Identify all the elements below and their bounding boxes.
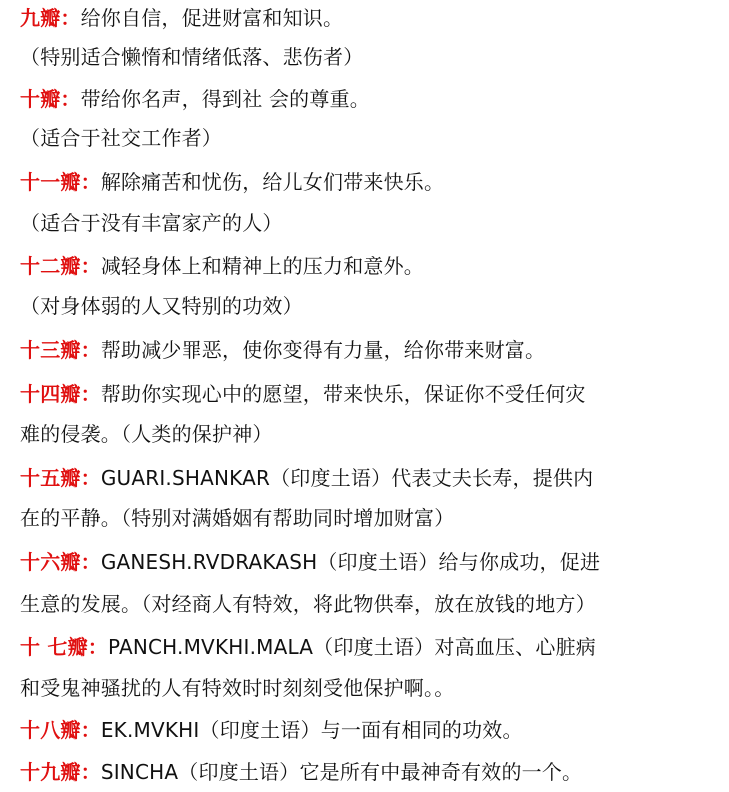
line-nine-petal-note xyxy=(20,37,721,77)
line-text: （适合于社交工作者） xyxy=(20,126,222,150)
line-sixteen-petal-cont xyxy=(20,584,721,624)
line-label: 十瓣： xyxy=(20,87,81,111)
line-eighteen-petal xyxy=(20,710,721,750)
line-ten-petal-note xyxy=(20,118,721,158)
line-text: 带给你名声，得到社 会的尊重。 xyxy=(80,87,370,111)
line-label: 九瓣： xyxy=(20,6,81,30)
line-nineteen-petal xyxy=(20,752,721,792)
line-ten-petal xyxy=(20,79,721,119)
line-label: 十二瓣： xyxy=(20,254,101,278)
line-eleven-petal xyxy=(20,162,721,202)
line-text: 生意的发展。（对经商人有特效，将此物供奉，放在放钱的地方） xyxy=(20,592,596,616)
line-fourteen-petal-cont xyxy=(20,414,721,454)
line-text: 给你自信，促进财富和知识。 xyxy=(80,6,344,30)
line-text: EK.MVKHI（印度土语）与一面有相同的功效。 xyxy=(100,718,523,742)
line-text: GUARI.SHANKAR（印度土语）代表丈夫长寿，提供内 xyxy=(100,466,594,490)
line-text: （适合于没有丰富家产的人） xyxy=(20,211,283,235)
line-text: 帮助减少罪恶，使你变得有力量，给你带来财富。 xyxy=(100,338,546,362)
line-text: （特别适合懒惰和情绪低落、悲伤者） xyxy=(20,45,364,69)
line-label: 十三瓣： xyxy=(20,338,101,362)
line-eleven-petal-note xyxy=(20,203,721,243)
line-label: 十四瓣： xyxy=(20,382,101,406)
line-text: 减轻身体上和精神上的压力和意外。 xyxy=(100,254,425,278)
line-label: 十六瓣： xyxy=(20,550,101,574)
line-seventeen-petal xyxy=(20,627,721,667)
line-text: 和受鬼神骚扰的人有特效时时刻刻受他保护啊。。 xyxy=(20,676,455,700)
line-text: SINCHA（印度土语）它是所有中最神奇有效的一个。 xyxy=(100,760,583,784)
line-twelve-petal-note xyxy=(20,286,721,326)
line-fourteen-petal xyxy=(20,374,721,414)
line-sixteen-petal xyxy=(20,542,721,582)
line-fifteen-petal xyxy=(20,458,721,498)
line-label: 十一瓣： xyxy=(20,170,101,194)
line-thirteen-petal xyxy=(20,330,721,370)
line-twelve-petal xyxy=(20,246,721,286)
line-label: 十八瓣： xyxy=(20,718,101,742)
line-label: 十五瓣： xyxy=(20,466,101,490)
line-label: 十九瓣： xyxy=(20,760,101,784)
line-fifteen-petal-cont xyxy=(20,498,721,538)
line-text: （对身体弱的人又特别的功效） xyxy=(20,294,303,318)
line-text: 帮助你实现心中的愿望，带来快乐，保证你不受任何灾 xyxy=(100,382,586,406)
line-text: GANESH.RVDRAKASH（印度土语）给与你成功，促进 xyxy=(100,550,601,574)
line-text: 在的平静。（特别对满婚姻有帮助同时增加财富） xyxy=(20,506,455,530)
line-label: 十 七瓣： xyxy=(20,635,108,659)
line-seventeen-petal-cont xyxy=(20,668,721,708)
line-text: PANCH.MVKHI.MALA（印度土语）对高血压、心脏病 xyxy=(107,635,596,659)
line-text: 难的侵袭。（人类的保护神） xyxy=(20,422,273,446)
line-text: 解除痛苦和忧伤，给儿女们带来快乐。 xyxy=(100,170,445,194)
line-nine-petal xyxy=(20,0,721,38)
